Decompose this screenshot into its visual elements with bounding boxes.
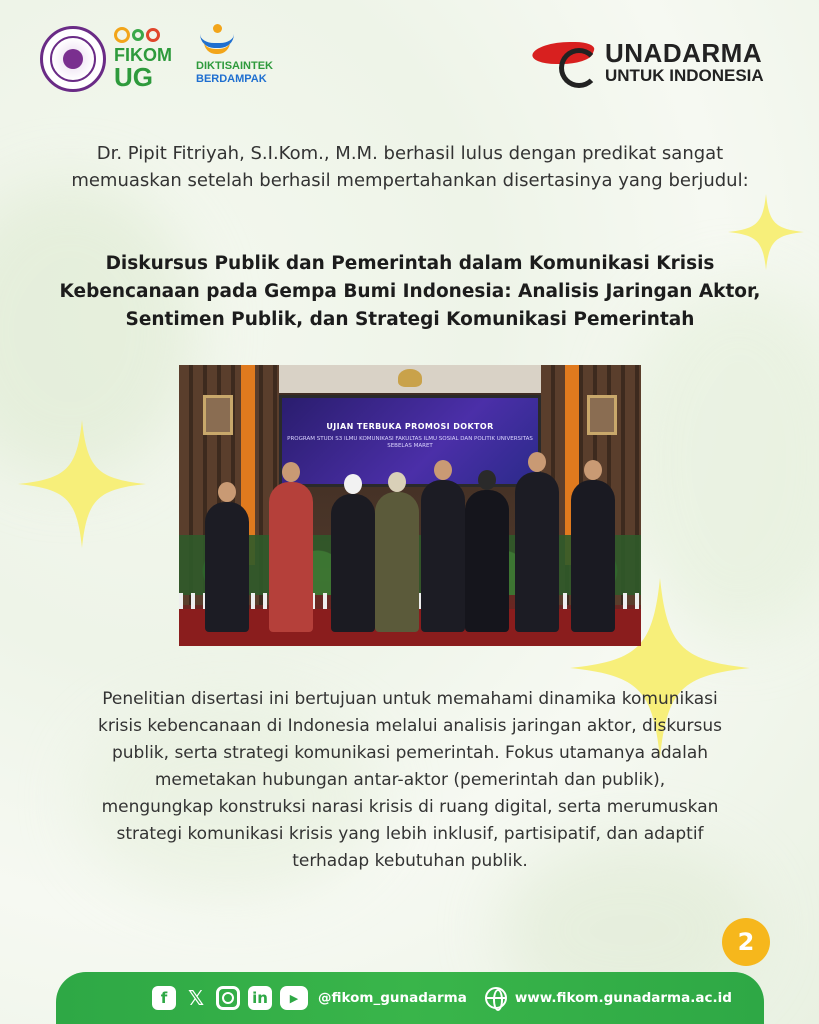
person bbox=[465, 490, 509, 632]
gunadarma-university-seal-logo bbox=[40, 26, 106, 92]
screen-subtitle: PROGRAM STUDI S3 ILMU KOMUNIKASI FAKULTAS ILMU SOSIAL DAN POLITIK UNIVERSITAS SEBELAS MARET bbox=[287, 436, 533, 449]
berdampak-logo-text: BERDAMPAK bbox=[196, 73, 267, 85]
person bbox=[269, 482, 313, 632]
sparkle-star-icon bbox=[18, 420, 146, 548]
unadarma-logo bbox=[533, 34, 783, 92]
page-number-badge: 2 bbox=[722, 918, 770, 966]
screen-title: UJIAN TERBUKA PROMOSI DOKTOR bbox=[326, 422, 494, 431]
garuda-crest-icon bbox=[398, 369, 422, 387]
projector-screen bbox=[279, 395, 541, 487]
body-paragraph: Penelitian disertasi ini bertujuan untuk memahami dinamika komunikasi krisis kebencanaan di Indonesia melalui analisis jaringan aktor, diskursus publik, serta strategi komunikasi pemerintah. Fokus utamanya adalah memetakan hubungan antar-aktor (pemerintah dan publik), mengungkap konstruksi narasi krisis di ruang digital, serta merumuskan strategi komunikasi krisis yang lebih inklusif, partisipatif, dan adaptif terhadap kebutuhan publik. bbox=[98, 689, 722, 871]
diktisaintek-logo bbox=[196, 24, 273, 96]
group-photo bbox=[179, 365, 641, 646]
dissertation-title: Diskursus Publik dan Pemerintah dalam Komunikasi Krisis Kebencanaan pada Gempa Bumi Indonesia: Analisis Jaringan Aktor, Sentimen Publik, dan Strategi Komunikasi Pemerintah bbox=[59, 253, 761, 330]
fikom-logo-text: FIKOM bbox=[114, 45, 172, 65]
person bbox=[421, 480, 465, 632]
footer-bar bbox=[56, 972, 764, 1024]
person bbox=[375, 492, 419, 632]
youtube-icon[interactable]: ▶ bbox=[280, 986, 308, 1010]
unadarma-logo-text: UNADARMA bbox=[605, 38, 763, 68]
fikom-ug-logo bbox=[110, 24, 184, 94]
untuk-indonesia-logo-text: UNTUK INDONESIA bbox=[605, 66, 764, 85]
diktisaintek-logo-text: DIKTISAINTEK bbox=[196, 60, 273, 72]
social-handle[interactable]: @fikom_gunadarma bbox=[318, 990, 467, 1006]
rings-icon bbox=[110, 24, 184, 46]
globe-icon bbox=[485, 987, 507, 1009]
portrait-frame bbox=[203, 395, 233, 435]
facebook-icon[interactable]: f bbox=[152, 986, 176, 1010]
person bbox=[571, 480, 615, 632]
person bbox=[205, 502, 249, 632]
person bbox=[515, 472, 559, 632]
person bbox=[331, 494, 375, 632]
diktisaintek-emblem-icon bbox=[198, 24, 236, 60]
linkedin-icon[interactable]: in bbox=[248, 986, 272, 1010]
instagram-icon[interactable] bbox=[216, 986, 240, 1010]
website-link[interactable]: www.fikom.gunadarma.ac.id bbox=[514, 990, 732, 1006]
x-icon[interactable]: 𝕏 bbox=[187, 986, 205, 1010]
unadarma-emblem-icon bbox=[533, 36, 603, 88]
ug-logo-text: UG bbox=[114, 62, 153, 92]
portrait-frame bbox=[587, 395, 617, 435]
intro-paragraph: Dr. Pipit Fitriyah, S.I.Kom., M.M. berhasil lulus dengan predikat sangat memuaskan setelah berhasil mempertahankan disertasinya yang berjudul: bbox=[71, 143, 749, 191]
